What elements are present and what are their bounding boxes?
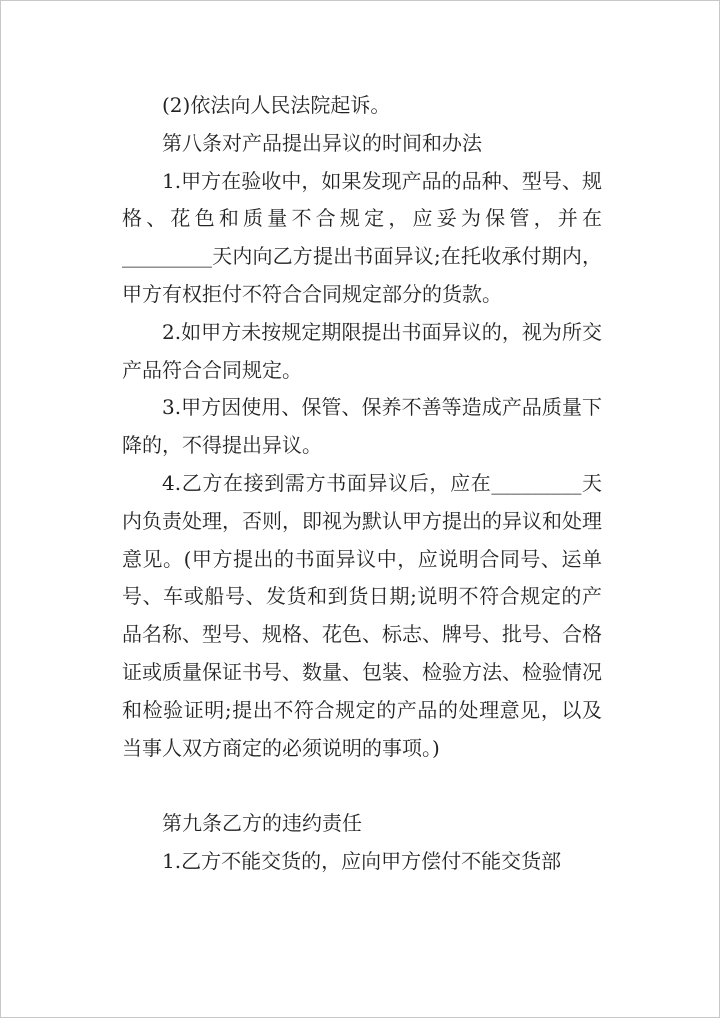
article-8-clause-3: 3.甲方因使用、保管、保养不善等造成产品质量下降的，不得提出异议。	[122, 395, 602, 458]
article-8-clause-2: 2.如甲方未按规定期限提出书面异议的，视为所交产品符合合同规定。	[122, 319, 602, 382]
article-8-heading: 第八条对产品提出异议的时间和办法	[162, 130, 482, 155]
article-9-heading: 第九条乙方的违约责任	[162, 811, 362, 836]
blank-line	[122, 767, 602, 805]
article-8-clause-1: 1.甲方在验收中，如果发现产品的品种、型号、规格、花色和质量不合规定，应妥为保管，并在_________天内向乙方提出书面异议;在托收承付期内，甲方有权拒付不符合合同规定部分的货款。	[122, 168, 602, 306]
document-body	[122, 87, 602, 881]
paragraph-lawsuit: (2)依法向人民法院起诉。	[162, 93, 391, 117]
article-9-clause-1: 1.乙方不能交货的，应向甲方偿付不能交货部	[162, 848, 562, 873]
article-8-clause-4: 4.乙方在接到需方书面异议后，应在_________天内负责处理，否则，即视为默认甲方提出的异议和处理意见。(甲方提出的书面异议中，应说明合同号、运单号、车或船号、发货和到货日期;说明不符合规定的产品名称、型号、规格、花色、标志、牌号、批号、合格证或质量保证书号、数量、包装、检验方法、检验情况和检验证明;提出不符合规定的产品的处理意见，以及当事人双方商定的必须说明的事项。)	[122, 470, 602, 760]
